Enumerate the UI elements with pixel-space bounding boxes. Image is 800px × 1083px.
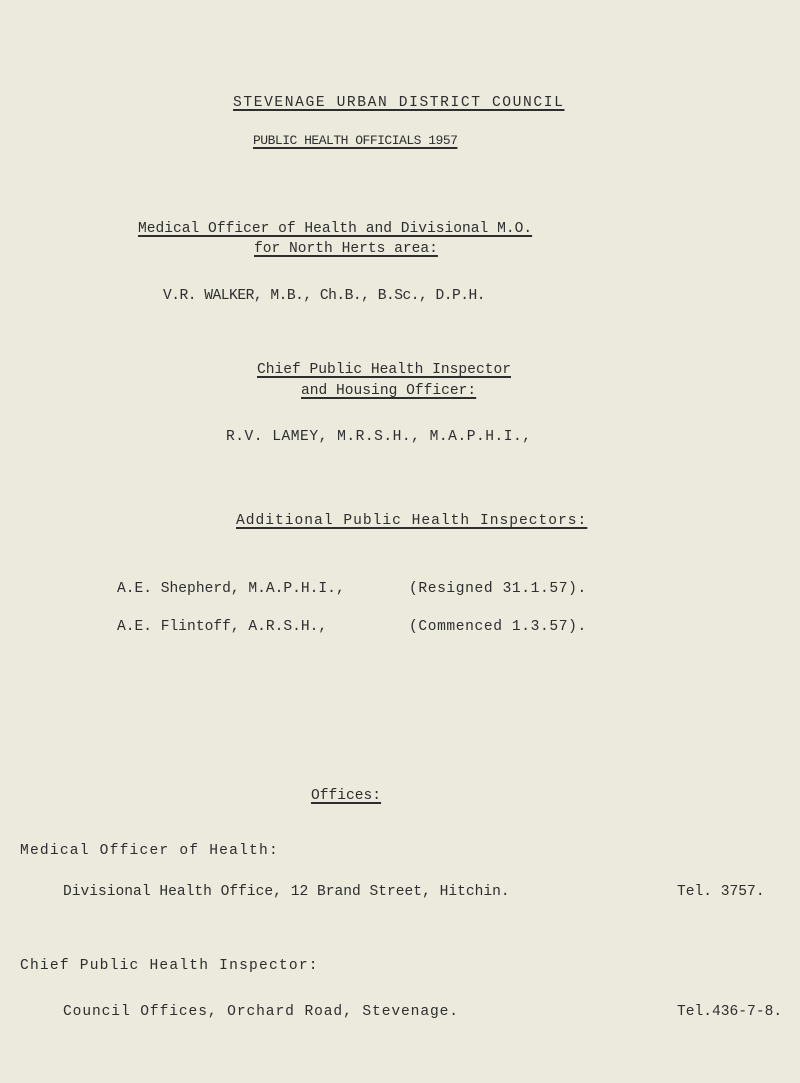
council-title: STEVENAGE URBAN DISTRICT COUNCIL (233, 95, 565, 111)
office-address: Divisional Health Office, 12 Brand Street, Hitchin. (63, 884, 510, 900)
office-role: Medical Officer of Health: (20, 843, 279, 859)
medical-officer-heading-line1: Medical Officer of Health and Divisional M.O. (138, 221, 533, 237)
inspector-name: A.E. Shepherd, M.A.P.H.I., (117, 581, 345, 597)
medical-officer-heading-line2: for North Herts area: (254, 241, 438, 257)
inspector-name: A.E. Flintoff, A.R.S.H., (117, 619, 328, 635)
chief-inspector-heading-line2: and Housing Officer: (301, 383, 477, 399)
office-tel: Tel. 3757. (677, 884, 765, 900)
inspector-note: (Resigned 31.1.57). (409, 581, 587, 597)
office-address: Council Offices, Orchard Road, Stevenage. (63, 1004, 459, 1020)
office-role: Chief Public Health Inspector: (20, 958, 319, 974)
medical-officer-name: V.R. WALKER, M.B., Ch.B., B.Sc., D.P.H. (163, 288, 486, 304)
offices-heading: Offices: (311, 788, 382, 804)
document-subtitle: PUBLIC HEALTH OFFICIALS 1957 (253, 133, 458, 148)
additional-inspectors-heading: Additional Public Health Inspectors: (236, 513, 588, 529)
chief-inspector-name: R.V. LAMEY, M.R.S.H., M.A.P.H.I., (226, 429, 532, 445)
chief-inspector-heading-line1: Chief Public Health Inspector (257, 362, 511, 378)
inspector-note: (Commenced 1.3.57). (409, 619, 587, 635)
office-tel: Tel.436-7-8. (677, 1004, 783, 1020)
